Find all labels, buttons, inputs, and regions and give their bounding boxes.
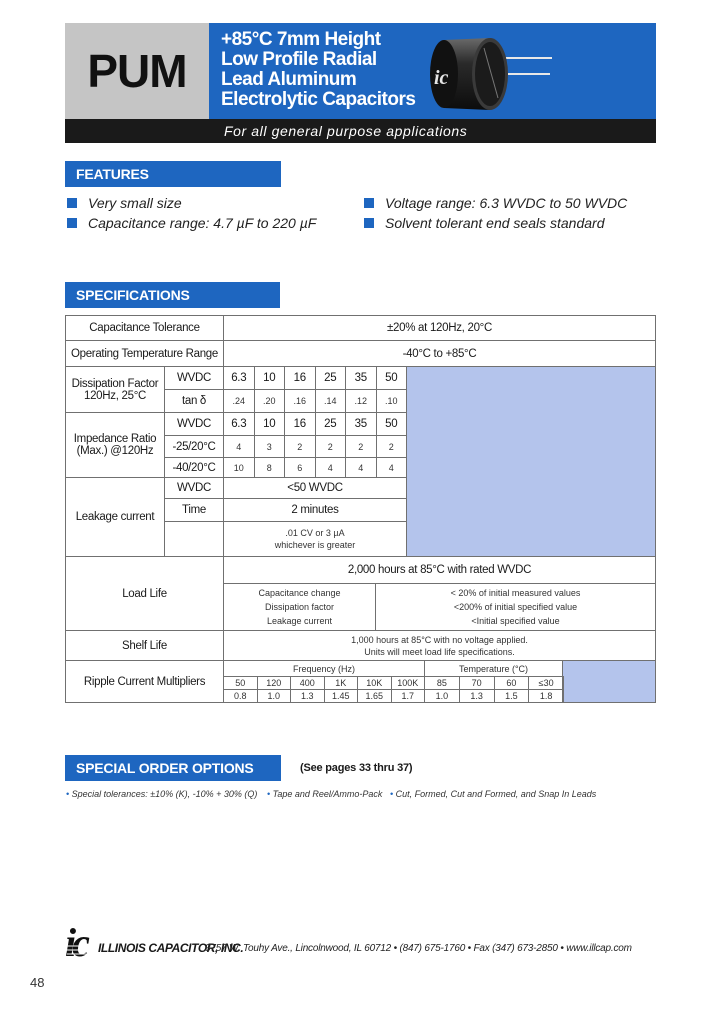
- capacitor-logo: ic: [434, 67, 449, 89]
- title-line-4: Electrolytic Capacitors: [221, 89, 416, 110]
- impedance-voltage-cell: 6.3: [223, 412, 255, 436]
- ripple-freq-cell: 100K: [391, 676, 426, 690]
- impedance-row1-cell: 2: [284, 435, 316, 458]
- ripple-temp-cell: 60: [494, 676, 530, 690]
- ripple-freq-cell: 50: [223, 676, 258, 690]
- ripple-label: Ripple Current Multipliers: [65, 660, 224, 703]
- ripple-freq-mult-cell: 1.0: [257, 689, 292, 703]
- ripple-freq-mult-cell: 0.8: [223, 689, 258, 703]
- impedance-row2-cell: 4: [315, 457, 347, 478]
- impedance-row2-cell: 4: [345, 457, 377, 478]
- ripple-freq-cell: 1K: [324, 676, 359, 690]
- load-life-limits: [375, 583, 656, 631]
- leakage-blank: [164, 521, 224, 557]
- order-option-text: Cut, Formed, Cut and Formed, and Snap In Leads: [395, 789, 597, 799]
- shelf-life-line: 1,000 hours at 85°C with no voltage applied.: [351, 634, 528, 645]
- load-life-header: 2,000 hours at 85°C with rated WVDC: [223, 556, 656, 584]
- dissipation-tan-cell: .14: [315, 389, 347, 413]
- feature-item: Solvent tolerant end seals standard: [385, 215, 605, 231]
- bullet-icon: [364, 218, 374, 228]
- cap-tolerance-label: Capacitance Tolerance: [65, 315, 224, 341]
- impedance-label: [65, 412, 165, 478]
- load-life-param: Capacitance change: [258, 588, 341, 598]
- ripple-temp-mult-cell: 1.3: [459, 689, 495, 703]
- dissipation-voltage-cell: 25: [315, 366, 347, 390]
- impedance-wvdc-label: WVDC: [164, 412, 224, 436]
- op-temp-value: -40°C to +85°C: [223, 340, 656, 367]
- series-name: PUM: [87, 45, 187, 97]
- dissipation-label-line: Dissipation Factor: [71, 377, 159, 390]
- ripple-freq-cell: 120: [257, 676, 292, 690]
- dissipation-label-line: 120Hz, 25°C: [83, 389, 147, 402]
- dissipation-tan-cell: .24: [223, 389, 255, 413]
- ripple-freq-mult-cell: 1.3: [290, 689, 325, 703]
- company-name: ILLINOIS CAPACITOR, INC.: [98, 941, 244, 955]
- impedance-row2-cell: 8: [254, 457, 286, 478]
- capacitor-image: [424, 28, 556, 116]
- features-heading: FEATURES: [65, 161, 281, 187]
- feature-item: Voltage range: 6.3 WVDC to 50 WVDC: [385, 195, 628, 211]
- special-order-heading: SPECIAL ORDER OPTIONS: [65, 755, 281, 781]
- load-life-limit: <200% of initial specified value: [453, 602, 578, 612]
- shelf-life-line: Units will meet load life specifications.: [364, 646, 515, 657]
- dissipation-voltage-cell: 50: [376, 366, 408, 390]
- ripple-temp-header: Temperature (°C): [424, 660, 563, 677]
- impedance-voltage-cell: 10: [254, 412, 286, 436]
- leakage-wvdc-label: WVDC: [164, 477, 224, 499]
- impedance-row2-cell: 4: [376, 457, 408, 478]
- leakage-time-label: Time: [164, 498, 224, 522]
- impedance-row1-cell: 2: [376, 435, 408, 458]
- bullet-icon: •: [267, 789, 273, 799]
- leakage-formula-line: whichever is greater: [274, 540, 356, 550]
- title-line-2: Low Profile Radial: [221, 49, 377, 70]
- title-line-3: Lead Aluminum: [221, 69, 357, 90]
- impedance-row2-label: -40/20°C: [164, 457, 224, 478]
- bullet-icon: •: [66, 789, 72, 799]
- impedance-row1-cell: 3: [254, 435, 286, 458]
- order-option: [66, 789, 257, 799]
- dissipation-voltage-cell: 6.3: [223, 366, 255, 390]
- dissipation-tan-cell: .12: [345, 389, 377, 413]
- leakage-label: Leakage current: [65, 477, 165, 557]
- tagline: For all general purpose applications: [224, 123, 468, 139]
- company-address: 3757 W. Touhy Ave., Lincolnwood, IL 60712 • (847) 675-1760 • Fax (347) 673-2850 • www.illcap.com: [205, 943, 632, 954]
- load-life-params: [223, 583, 376, 631]
- dissipation-wvdc-label: WVDC: [164, 366, 224, 390]
- load-life-limit: < 20% of initial measured values: [450, 588, 581, 598]
- dissipation-tan-cell: .16: [284, 389, 316, 413]
- dissipation-voltage-cell: 35: [345, 366, 377, 390]
- ripple-temp-cell: ≤30: [528, 676, 564, 690]
- impedance-voltage-cell: 16: [284, 412, 316, 436]
- load-life-label: Load Life: [65, 556, 224, 631]
- order-option: [390, 789, 596, 799]
- dissipation-tan-cell: .20: [254, 389, 286, 413]
- load-life-param: Leakage current: [266, 616, 333, 626]
- feature-item: Capacitance range: 4.7 µF to 220 µF: [88, 215, 317, 231]
- dissipation-tan-cell: .10: [376, 389, 408, 413]
- impedance-row2-cell: 10: [223, 457, 255, 478]
- special-order-note: (See pages 33 thru 37): [300, 762, 413, 774]
- bullet-icon: [67, 218, 77, 228]
- shelf-life-value: [223, 630, 656, 661]
- order-option-text: Tape and Reel/Ammo-Pack: [272, 789, 383, 799]
- dissipation-voltage-cell: 16: [284, 366, 316, 390]
- impedance-row1-cell: 4: [223, 435, 255, 458]
- dissipation-label: [65, 366, 165, 413]
- op-temp-label: Operating Temperature Range: [65, 340, 224, 367]
- cap-tolerance-value: ±20% at 120Hz, 20°C: [223, 315, 656, 341]
- title-line-1: +85°C 7mm Height: [221, 29, 381, 50]
- leakage-time-value: 2 minutes: [223, 498, 407, 522]
- leakage-wvdc-value: <50 WVDC: [223, 477, 407, 499]
- bullet-icon: •: [390, 789, 396, 799]
- impedance-voltage-cell: 50: [376, 412, 408, 436]
- leakage-formula: [223, 521, 407, 557]
- impedance-row1-cell: 2: [345, 435, 377, 458]
- ripple-freq-mult-cell: 1.7: [391, 689, 426, 703]
- dissipation-voltage-cell: 10: [254, 366, 286, 390]
- ripple-temp-mult-cell: 1.0: [424, 689, 460, 703]
- blank-shade: [406, 366, 656, 557]
- bullet-icon: [67, 198, 77, 208]
- shelf-life-label: Shelf Life: [65, 630, 224, 661]
- page-number: 48: [30, 975, 45, 990]
- ripple-freq-header: Frequency (Hz): [223, 660, 425, 677]
- order-option: [267, 789, 382, 799]
- impedance-label-line: Impedance Ratio: [73, 433, 157, 445]
- ripple-freq-cell: 400: [290, 676, 325, 690]
- load-life-limit: <Initial specified value: [471, 616, 560, 626]
- ic-logo-text: ic: [65, 920, 86, 965]
- impedance-voltage-cell: 35: [345, 412, 377, 436]
- ripple-blank-shade: [562, 660, 656, 703]
- load-life-param: Dissipation factor: [264, 602, 335, 612]
- ripple-freq-cell: 10K: [357, 676, 392, 690]
- order-option-text: Special tolerances: ±10% (K), -10% + 30% (Q): [71, 789, 258, 799]
- ripple-freq-mult-cell: 1.45: [324, 689, 359, 703]
- ripple-freq-mult-cell: 1.65: [357, 689, 392, 703]
- impedance-row2-cell: 6: [284, 457, 316, 478]
- ripple-temp-mult-cell: 1.5: [494, 689, 530, 703]
- impedance-row1-cell: 2: [315, 435, 347, 458]
- ripple-temp-mult-cell: 1.8: [528, 689, 564, 703]
- specifications-heading: SPECIFICATIONS: [65, 282, 280, 308]
- ripple-temp-cell: 70: [459, 676, 495, 690]
- impedance-label-line: (Max.) @120Hz: [76, 445, 154, 457]
- impedance-voltage-cell: 25: [315, 412, 347, 436]
- bullet-icon: [364, 198, 374, 208]
- ripple-temp-cell: 85: [424, 676, 460, 690]
- tan-delta-label: tan δ: [164, 389, 224, 413]
- impedance-row1-label: -25/20°C: [164, 435, 224, 458]
- feature-item: Very small size: [88, 195, 182, 211]
- leakage-formula-line: .01 CV or 3 µA: [285, 528, 345, 538]
